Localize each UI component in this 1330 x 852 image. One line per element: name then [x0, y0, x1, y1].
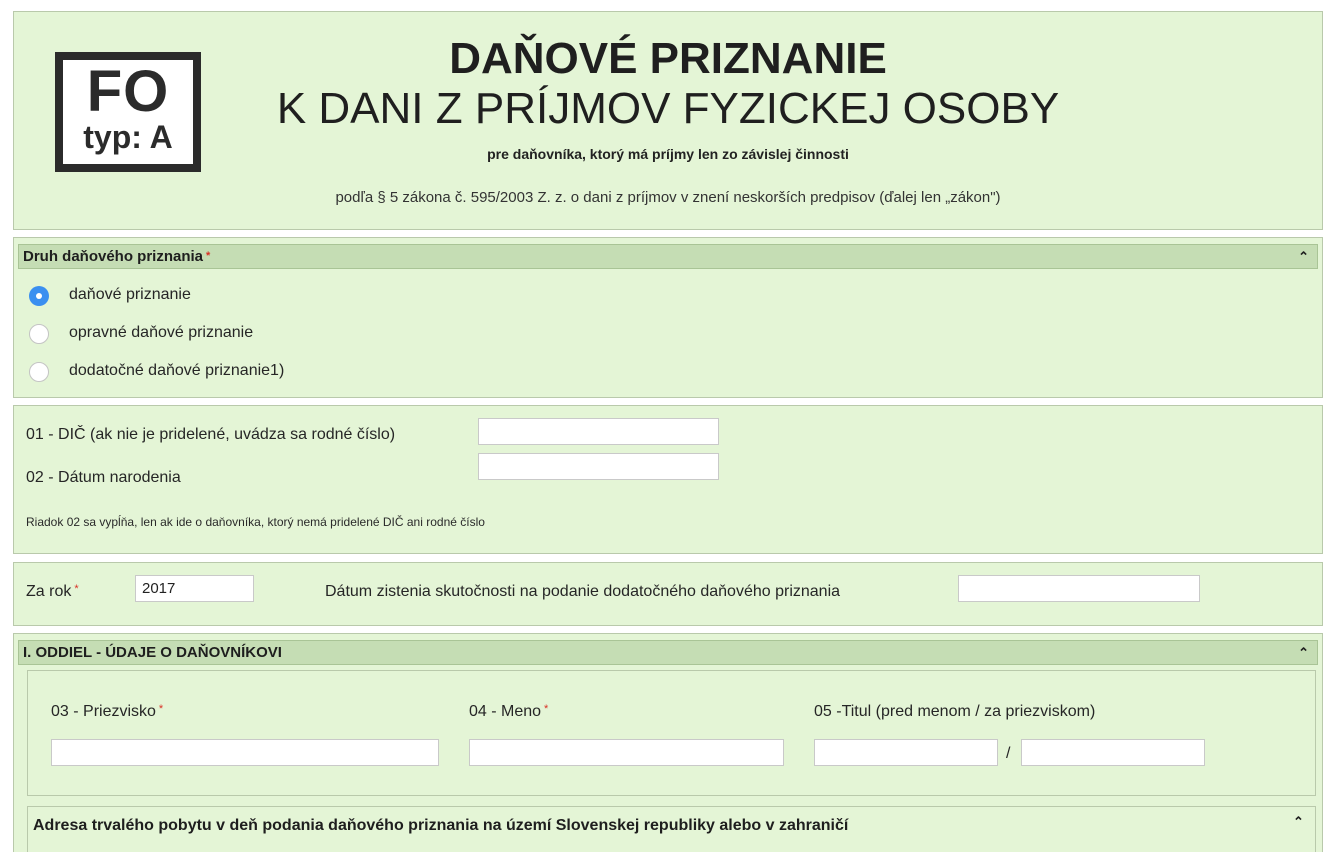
form-title: DAŇOVÉ PRIZNANIE — [449, 34, 887, 83]
birth-date-note: Riadok 02 sa vypĺňa, len ak ide o daňovníka, ktorý nemá pridelené DIČ ani rodné číslo — [26, 515, 485, 529]
form-subtitle: pre daňovníka, ktorý má príjmy len zo závislej činnosti — [487, 146, 849, 162]
dic-label: 01 - DIČ (ak nie je pridelené, uvádza sa rodné číslo) — [26, 426, 396, 443]
discovery-date-input[interactable] — [958, 575, 1200, 602]
required-marker: * — [158, 703, 164, 715]
radio-tax-return[interactable] — [29, 286, 49, 306]
radio-label-tax-return[interactable]: daňové priznanie — [69, 286, 191, 303]
birth-date-input[interactable] — [478, 453, 719, 480]
address-section-title[interactable]: Adresa trvalého pobytu v deň podania daňového priznania na území Slovenskej republiky alebo v zahraničí — [33, 817, 849, 834]
dic-input[interactable] — [478, 418, 719, 445]
required-marker: * — [544, 703, 549, 715]
title-before-input[interactable] — [814, 739, 998, 766]
name-label-text: 04 - Meno — [469, 703, 542, 720]
return-type-title: Druh daňového priznania — [23, 248, 204, 265]
fo-type-a-logo — [55, 52, 201, 172]
title-separator: / — [1006, 745, 1011, 762]
discovery-date-label: Dátum zistenia skutočnosti na podanie dodatočného daňového priznania — [325, 583, 841, 600]
radio-label-supplementary-return[interactable]: dodatočné daňové priznanie1) — [69, 362, 285, 379]
required-marker: * — [206, 250, 211, 262]
logo-text-type: typ: A — [83, 119, 173, 155]
year-input[interactable] — [135, 575, 254, 602]
name-input[interactable] — [469, 739, 784, 766]
section-one-title: I. ODDIEL - ÚDAJE O DAŇOVNÍKOVI — [23, 644, 282, 661]
taxpayer-name-subpanel — [27, 670, 1316, 796]
surname-input[interactable] — [51, 739, 439, 766]
chevron-up-icon[interactable]: ⌃ — [1298, 249, 1309, 264]
logo-text-fo: FO — [86, 59, 170, 124]
surname-label-text: 03 - Priezvisko — [51, 703, 156, 720]
law-reference: podľa § 5 zákona č. 595/2003 Z. z. o dani z príjmov v znení neskorších predpisov (ďalej len „zákon") — [335, 189, 1001, 206]
return-type-header[interactable] — [18, 244, 1318, 269]
section-one-header[interactable] — [18, 640, 1318, 665]
birth-date-label: 02 - Dátum narodenia — [26, 469, 181, 486]
chevron-up-icon[interactable]: ⌃ — [1298, 645, 1309, 660]
chevron-up-icon[interactable]: ⌃ — [1293, 814, 1304, 829]
required-marker: * — [74, 583, 79, 595]
radio-supplementary-return[interactable] — [29, 362, 49, 382]
title-after-input[interactable] — [1021, 739, 1205, 766]
title-label: 05 -Titul (pred menom / za priezviskom) — [814, 703, 1096, 720]
name-label — [469, 703, 548, 721]
form-title-secondary: K DANI Z PRÍJMOV FYZICKEJ OSOBY — [276, 84, 1060, 133]
radio-label-corrective-return[interactable]: opravné daňové priznanie — [69, 324, 254, 341]
surname-label — [51, 703, 163, 721]
radio-corrective-return[interactable] — [29, 324, 49, 344]
year-label — [26, 583, 79, 601]
year-label-text: Za rok — [26, 583, 72, 600]
